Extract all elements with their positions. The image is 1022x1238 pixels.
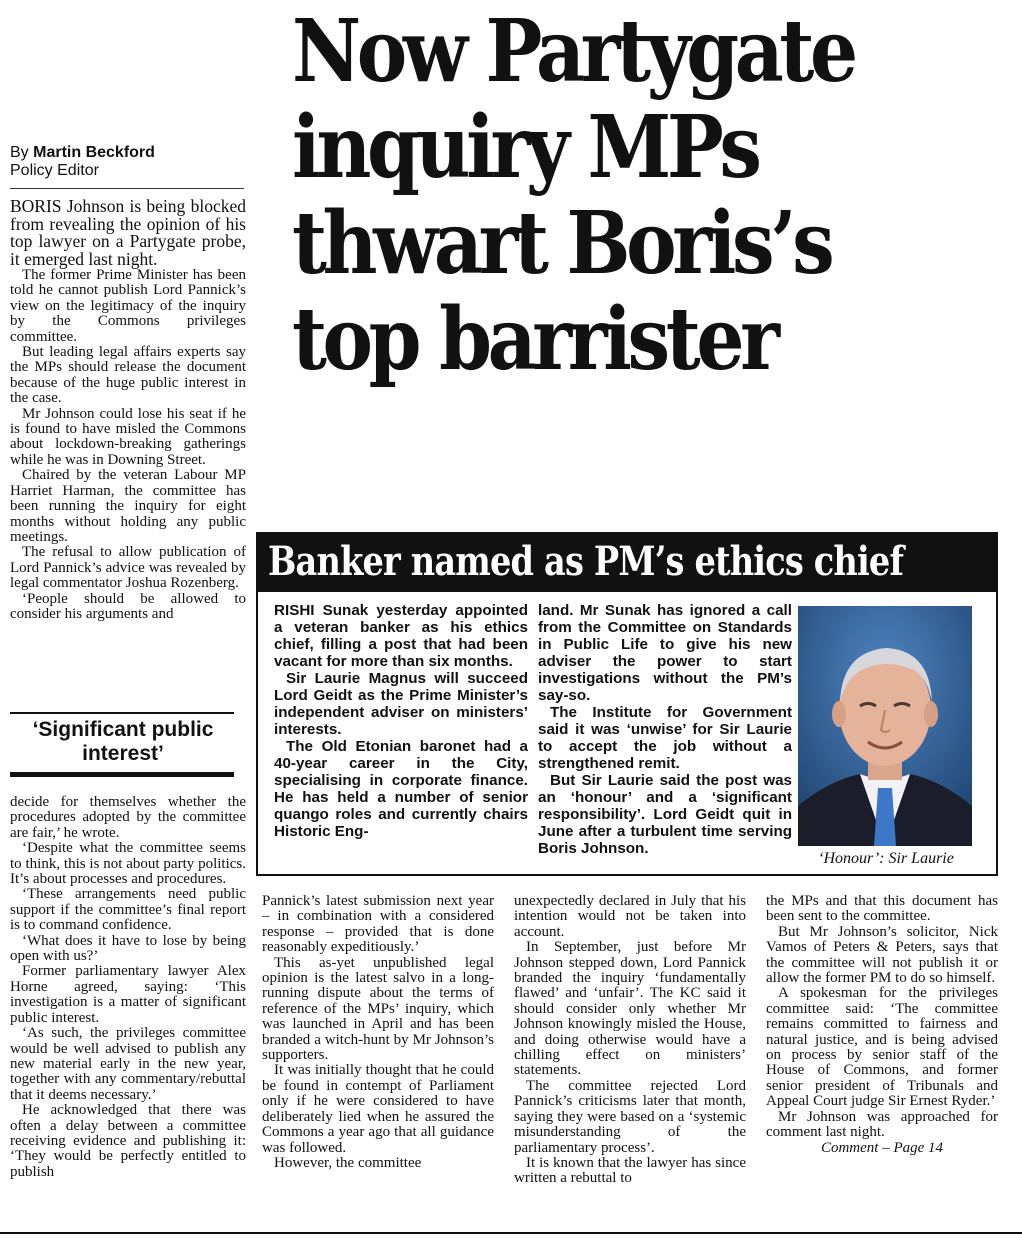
sidebar-story-headline: Banker named as PM’s ethics chief [268, 538, 904, 585]
body-paragraph: ‘Despite what the committee seems to think, this is not about party politics. It’s about processes and procedures. [10, 840, 246, 888]
body-paragraph: The refusal to allow publication of Lord Pannick’s advice was revealed by legal commentator Joshua Rozenberg. [10, 544, 246, 592]
body-paragraph: decide for themselves whether the procedures adopted by the committee are fair,’ he wrote. [10, 794, 246, 841]
pull-quote-rule-bottom [10, 772, 234, 777]
body-paragraph: The Old Etonian baronet had a 40-year career in the City, specialising in corporate finance. He has held a number of senior quango roles and currently chairs Historic Eng- [274, 738, 528, 840]
body-paragraph: unexpectedly declared in July that his intention would not be taken into account. [514, 893, 746, 940]
headline-line: top barrister [292, 289, 776, 390]
body-column-4 [766, 894, 998, 1156]
headline [292, 1, 919, 390]
body-paragraph: A spokesman for the privileges committee said: ‘The committee remains committed to fairness and natural justice, and is being advised on process by senior staff of the House of Commons, and former senior president of Tribunals and Appeal Court judge Sir Ernest Ryder.’ [766, 985, 998, 1110]
sidebar-story-column-2 [538, 602, 792, 857]
body-paragraph: But Sir Laurie said the post was an ‘honour’ and a ‘significant responsibility’. Lord Geidt quit in June after a turbulent time serving Boris Johnson. [538, 772, 792, 857]
sidebar-story-column-1 [274, 602, 528, 840]
body-paragraph: But leading legal affairs experts say the MPs should release the document because of the huge public interest in the case. [10, 344, 246, 407]
sidebar-story-box [256, 532, 998, 876]
byline-role: Policy Editor [10, 162, 99, 179]
headline-line: thwart Boris’s [292, 193, 831, 294]
body-paragraph: BORIS Johnson is being blocked from revealing the opinion of his top lawyer on a Partygate probe, it emerged last night. [10, 196, 246, 269]
body-paragraph: Former parliamentary lawyer Alex Horne agreed, saying: ‘This investigation is a matter of significant public interest. [10, 963, 246, 1026]
body-paragraph: The former Prime Minister has been told he cannot publish Lord Pannick’s view on the legitimacy of the inquiry by the Commons privileges committee. [10, 267, 246, 345]
left-column-upper [10, 198, 246, 622]
body-paragraph: Mr Johnson was approached for comment last night. [766, 1108, 998, 1141]
body-paragraph: Pannick’s latest submission next year – in combination with a considered response – provided that is done reasonably expeditiously.’ [262, 893, 494, 956]
comment-page-reference: Comment – Page 14 [820, 1139, 944, 1156]
byline-rule [10, 188, 244, 189]
body-paragraph: This as-yet unpublished legal opinion is the latest salvo in a long-running dispute about the terms of reference of the MPs’ inquiry, which was launched in April and has been branded a witch-hunt by Mr Johnson’s supporters. [262, 954, 494, 1064]
body-paragraph: Chaired by the veteran Labour MP Harriet Harman, the committee has been running the inquiry for eight months without holding any public meetings. [10, 467, 246, 545]
headline-line: Now Partygate [292, 1, 854, 102]
photo-caption: ‘Honour’: Sir Laurie [818, 850, 954, 867]
body-paragraph: Mr Johnson could lose his seat if he is found to have misled the Commons about lockdown-breaking gatherings while he was in Downing Street. [10, 405, 246, 468]
body-paragraph: In September, just before Mr Johnson stepped down, Lord Pannick branded the inquiry ‘fundamentally flawed’ and ‘unfair’. The KC said it should consider only whether Mr Johnson knowingly misled the House, and doing otherwise would have a chilling effect on ministers’ statements. [514, 939, 746, 1079]
body-paragraph: The Institute for Government said it was ‘unwise’ for Sir Laurie to accept the job without a strengthened remit. [538, 704, 792, 772]
body-column-3 [514, 894, 746, 1187]
portrait-photo [798, 606, 972, 846]
byline-author: Martin Beckford [33, 144, 155, 161]
body-paragraph: But Mr Johnson’s solicitor, Nick Vamos of Peters & Peters, says that the committee will not publish it or allow the former PM to do so himself. [766, 923, 998, 987]
body-paragraph: ‘As such, the privileges committee would be well advised to publish any new material early in the new year, together with any commentary/rebuttal that it deems necessary.’ [10, 1025, 246, 1103]
body-paragraph: It is known that the lawyer has since written a rebuttal to [514, 1154, 746, 1187]
body-paragraph: ‘These arrangements need public support if the committee’s final report is to command confidence. [10, 886, 246, 934]
pull-quote-rule-top [10, 712, 234, 714]
body-paragraph: RISHI Sunak yesterday appointed a veteran banker as his ethics chief, filling a post that had been vacant for more than six months. [274, 602, 528, 670]
body-paragraph: land. Mr Sunak has ignored a call from the Committee on Standards in Public Life to give his new adviser the power to start investigations without the PM’s say-so. [538, 602, 792, 704]
left-column-lower [10, 795, 246, 1180]
body-paragraph: The committee rejected Lord Pannick’s criticisms later that month, saying they were based on a ‘systemic misunderstanding of the parliamentary process’. [514, 1077, 746, 1156]
byline [10, 144, 242, 180]
body-paragraph: ‘People should be allowed to consider his arguments and [10, 590, 246, 622]
body-paragraph: the MPs and that this document has been sent to the committee. [766, 893, 998, 925]
body-paragraph: ‘What does it have to lose by being open with us?’ [10, 932, 246, 965]
body-paragraph: It was initially thought that he could be found in contempt of Parliament only if he were considered to have deliberately lied when he assured the Commons a year ago that all guidance was followed. [262, 1062, 494, 1156]
pull-quote: ‘Significant public interest’ [32, 718, 214, 765]
body-paragraph: Sir Laurie Magnus will succeed Lord Geidt as the Prime Minister’s independent adviser on ministers’ interests. [274, 670, 528, 738]
headline-line: inquiry MPs [292, 97, 758, 198]
body-column-2 [262, 894, 494, 1171]
body-paragraph: He acknowledged that there was often a delay between a committee receiving evidence and publishing it: ‘They would be perfectly entitled to publish [10, 1102, 246, 1180]
sidebar-story-banner [258, 534, 996, 592]
body-paragraph: However, the committee [274, 1154, 422, 1171]
footer-rule [0, 1232, 1022, 1234]
byline-prefix: By [10, 144, 29, 161]
